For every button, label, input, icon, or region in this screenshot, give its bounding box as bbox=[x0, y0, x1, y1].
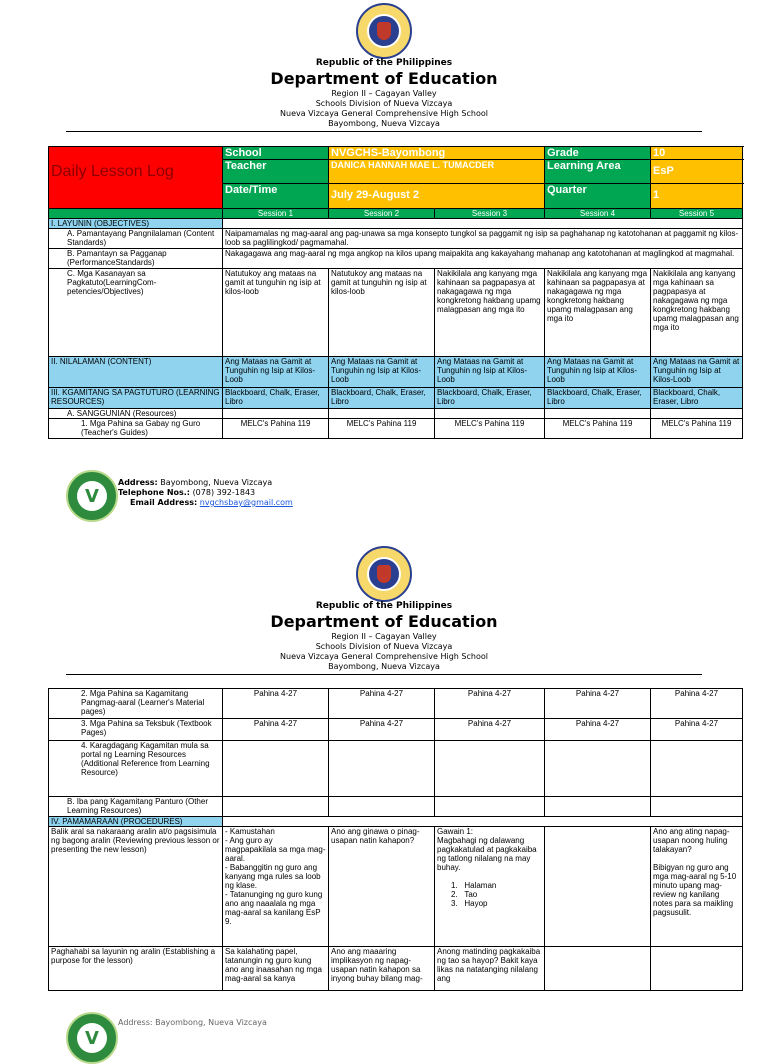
review-label: Balik aral sa nakaraang aralin at/o pagsisimula ng bagong aralin (Reviewing previous lesson or presenting the new lesson) bbox=[49, 827, 223, 947]
region-label: Region II – Cagayan Valley bbox=[331, 89, 437, 98]
header-rule-page2 bbox=[66, 674, 702, 675]
purpose-cell-4 bbox=[545, 947, 651, 991]
date-field-label: Date/Time bbox=[223, 184, 329, 209]
school-label: Nueva Vizcaya General Comprehensive High School bbox=[280, 109, 488, 118]
footer-phone-label: Telephone Nos.: bbox=[118, 488, 191, 497]
section-layunin-blank bbox=[223, 219, 743, 229]
footer-phone-value: (078) 392-1843 bbox=[192, 488, 256, 497]
competency-cell-2: Natutukoy ang mataas na gamit at tunguhin ng isip at kilos-loob bbox=[329, 269, 435, 357]
content-cell-3: Ang Mataas na Gamit at Tunguhin ng Isip at Kilos-Loob bbox=[435, 357, 545, 388]
grade-field-value: 10 bbox=[651, 147, 743, 160]
school-logo-icon: V bbox=[66, 470, 118, 522]
session-header-3: Session 3 bbox=[435, 209, 545, 219]
date-field-value: July 29-August 2 bbox=[329, 184, 545, 209]
teacher-field-value: DANICA HANNAH MAE L. TUMACDER bbox=[329, 160, 545, 184]
tb-cell-3: Pahina 4-27 bbox=[435, 719, 545, 741]
school-logo bbox=[66, 470, 118, 522]
competency-cell-5: Nakikilala ang kanyang mga kahinaan sa pagpapasya at nakagagawa ng mga kongkretong hakbang upamg malagpasan ang mga ito bbox=[651, 269, 743, 357]
review-s3-list bbox=[437, 881, 542, 908]
seal-icon bbox=[356, 3, 412, 59]
teacher-field-label: Teacher bbox=[223, 160, 329, 184]
purpose-cell-5 bbox=[651, 947, 743, 991]
teacher-guide-label: 1. Mga Pahina sa Gabay ng Guro (Teacher's Guides) bbox=[49, 419, 223, 439]
footer-address-partial: Address: Bayombong, Nueva Vizcaya bbox=[118, 1018, 267, 1027]
tg-cell-4: MELC's Pahina 119 bbox=[545, 419, 651, 439]
review-cell-3 bbox=[435, 827, 545, 947]
area-field-label: Learning Area bbox=[545, 160, 651, 184]
list-item: 3. Hayop bbox=[451, 899, 488, 908]
footer-address-label: Address: bbox=[118, 478, 158, 487]
performance-standards-label: B. Pamantayn sa Pagganap (PerformanceStandards) bbox=[49, 249, 223, 269]
region-label-page2: Region II – Cagayan Valley bbox=[331, 632, 437, 641]
quarter-field-label: Quarter bbox=[545, 184, 651, 209]
competencies-label: C. Mga Kasanayan sa Pagkatuto(LearningCom-petencies/Objectives) bbox=[49, 269, 223, 357]
content-cell-2: Ang Mataas na Gamit at Tunguhin ng Isip at Kilos-Loob bbox=[329, 357, 435, 388]
seal-icon bbox=[356, 546, 412, 602]
division-label-page2: Schools Division of Nueva Vizcaya bbox=[315, 642, 453, 651]
session-header-1: Session 1 bbox=[223, 209, 329, 219]
grade-field-label: Grade bbox=[545, 147, 651, 160]
tg-cell-1: MELC's Pahina 119 bbox=[223, 419, 329, 439]
session-header-4: Session 4 bbox=[545, 209, 651, 219]
footer-email-link[interactable]: nvgchsbay@gmail.com bbox=[199, 498, 293, 507]
deped-seal-page2 bbox=[356, 546, 412, 602]
list-item: 1. Halaman bbox=[451, 881, 497, 890]
content-standards-label: A. Pamantayang Pangnilalaman (Content Standards) bbox=[49, 229, 223, 249]
department-title-page2: Department of Education bbox=[270, 612, 498, 631]
session-header-2: Session 2 bbox=[329, 209, 435, 219]
dll-table-page2 bbox=[48, 688, 743, 991]
tg-cell-5: MELC's Pahina 119 bbox=[651, 419, 743, 439]
resources-cell-4: Blackboard, Chalk, Eraser, Libro bbox=[545, 388, 651, 409]
resources-cell-1: Blackboard, Chalk, Eraser, Libro bbox=[223, 388, 329, 409]
review-cell-1: - Kamustahan - Ang guro ay magpapakilala sa mga mag-aaral. - Babanggitin ng guro ang kanyang mga rules sa loob ng klase. - Tatanunging ng guro kung ano ang naaalala ng mga mag-aaral sa kanilang EsP 9. bbox=[223, 827, 329, 947]
header-rule bbox=[66, 131, 702, 132]
resources-cell-2: Blackboard, Chalk, Eraser, Libro bbox=[329, 388, 435, 409]
purpose-cell-1: Sa kalahating papel, tatanungin ng guro kung ano ang inaasahan ng mga mag-aaral sa kanya bbox=[223, 947, 329, 991]
procedures-blank bbox=[223, 817, 743, 827]
lm-cell-1: Pahina 4-27 bbox=[223, 689, 329, 719]
content-cell-4: Ang Mataas na Gamit at Tunguhin ng Isip at Kilos-Loob bbox=[545, 357, 651, 388]
tb-cell-2: Pahina 4-27 bbox=[329, 719, 435, 741]
school-field-value: NVGCHS-Bayombong bbox=[329, 147, 545, 160]
procedures-section-label: IV. PAMAMARAAN (PROCEDURES) bbox=[49, 817, 223, 827]
performance-standards-text: Nakagagawa ang mag-aaral ng mga angkop na kilos upang maipakita ang kakayahang mahanap ang katotohanan at maglingkod at magmahal. bbox=[223, 249, 743, 269]
session-header-blank bbox=[49, 209, 223, 219]
list-item: 2. Tao bbox=[451, 890, 478, 899]
division-label: Schools Division of Nueva Vizcaya bbox=[315, 99, 453, 108]
dll-title: Daily Lesson Log bbox=[49, 147, 223, 209]
footer-address-value: Bayombong, Nueva Vizcaya bbox=[160, 478, 273, 487]
tb-cell-1: Pahina 4-27 bbox=[223, 719, 329, 741]
section-layunin: I. LAYUNIN (OBJECTIVES) bbox=[49, 219, 223, 229]
review-s3-intro: Gawain 1: Magbahagi ng dalawang pagkakatulad at pagkakaiba ng tatlong nilalang na may buhay. bbox=[437, 827, 537, 872]
tb-cell-4: Pahina 4-27 bbox=[545, 719, 651, 741]
school-field-label: School bbox=[223, 147, 329, 160]
location-label: Bayombong, Nueva Vizcaya bbox=[328, 119, 440, 128]
purpose-label: Paghahabi sa layunin ng aralin (Establishing a purpose for the lesson) bbox=[49, 947, 223, 991]
review-cell-4 bbox=[545, 827, 651, 947]
republic-label: Republic of the Philippines bbox=[315, 58, 453, 68]
lm-cell-2: Pahina 4-27 bbox=[329, 689, 435, 719]
location-label-page2: Bayombong, Nueva Vizcaya bbox=[328, 662, 440, 671]
school-logo-page2 bbox=[66, 1012, 118, 1064]
purpose-cell-3: Anong matinding pagkakaiba ng tao sa hayop? Bakit kaya likas na natatanging nilalang ang bbox=[435, 947, 545, 991]
additional-resources-label: 4. Karagdagang Kagamitan mula sa portal ng Learning Resources (Additional Reference from Learning Resource) bbox=[49, 741, 223, 797]
purpose-cell-2: Ano ang maaaring implikasyon ng napag-usapan natin kahapon sa inyong buhay bilang mag- bbox=[329, 947, 435, 991]
competency-cell-3: Nakikilala ang kanyang mga kahinaan sa pagpapasya at nakagagawa ng mga kongkretong hakbang upamg malagpasan ang mga ito bbox=[435, 269, 545, 357]
textbook-label: 3. Mga Pahina sa Teksbuk (Textbook Pages) bbox=[49, 719, 223, 741]
resources-section-label: III. KGAMITANG SA PAGTUTURO (LEARNING RESOURCES) bbox=[49, 388, 223, 409]
footer-email-line bbox=[130, 498, 293, 508]
review-cell-5: Ano ang ating napag-usapan noong huling talakayan? Bibigyan ng guro ang mga mag-aaral ng 5-10 minuto upang mag-review ng kanilang notes para sa maikling pagsusulit. bbox=[651, 827, 743, 947]
competency-cell-4: Nakikilala ang kanyang mga kahinaan sa pagpapasya at nakagagawa ng mga kongkretong hakbang upamg malagpasan ang mga ito bbox=[545, 269, 651, 357]
footer-address-line bbox=[118, 478, 272, 488]
lm-cell-5: Pahina 4-27 bbox=[651, 689, 743, 719]
tg-cell-2: MELC's Pahina 119 bbox=[329, 419, 435, 439]
session-header-5: Session 5 bbox=[651, 209, 743, 219]
deped-seal bbox=[356, 3, 412, 59]
competency-cell-1: Natutukoy ang mataas na gamit at tunguhin ng isip at kilos-loob bbox=[223, 269, 329, 357]
tg-cell-3: MELC's Pahina 119 bbox=[435, 419, 545, 439]
content-cell-1: Ang Mataas na Gamit at Tunguhin ng Isip at Kilos-Loob bbox=[223, 357, 329, 388]
footer-email-label: Email Address: bbox=[130, 498, 198, 507]
tb-cell-5: Pahina 4-27 bbox=[651, 719, 743, 741]
dll-table-page1 bbox=[48, 146, 743, 439]
lm-cell-3: Pahina 4-27 bbox=[435, 689, 545, 719]
republic-label-page2: Republic of the Philippines bbox=[315, 601, 453, 611]
resources-cell-5: Blackboard, Chalk, Eraser, Libro bbox=[651, 388, 743, 409]
school-label-page2: Nueva Vizcaya General Comprehensive High School bbox=[280, 652, 488, 661]
learner-material-label: 2. Mga Pahina sa Kagamitang Pangmag-aaral (Learner's Material pages) bbox=[49, 689, 223, 719]
department-title: Department of Education bbox=[270, 69, 498, 88]
content-standards-text: Naipamamalas ng mag-aaral ang pag-unawa sa mga konsepto tungkol sa paggamit ng isip sa paghahanap ng katotohanan at paggamit ng kilos-loob sa pagliIingkod/ pagmamahal. bbox=[223, 229, 743, 249]
references-label: A. SANGGUNIAN (Resources) bbox=[49, 409, 223, 419]
footer-phone-line bbox=[118, 488, 255, 498]
quarter-field-value: 1 bbox=[651, 184, 743, 209]
content-section-label: II. NILALAMAN (CONTENT) bbox=[49, 357, 223, 388]
lm-cell-4: Pahina 4-27 bbox=[545, 689, 651, 719]
other-resources-label: B. Iba pang Kagamitang Panturo (Other Learning Resources) bbox=[49, 797, 223, 817]
area-field-value: EsP bbox=[651, 160, 743, 184]
resources-cell-3: Blackboard, Chalk, Eraser, Libro bbox=[435, 388, 545, 409]
review-cell-2: Ano ang ginawa o pinag-usapan natin kahapon? bbox=[329, 827, 435, 947]
school-logo-icon: V bbox=[66, 1012, 118, 1064]
content-cell-5: Ang Mataas na Gamit at Tunguhin ng Isip at Kilos-Loob bbox=[651, 357, 743, 388]
